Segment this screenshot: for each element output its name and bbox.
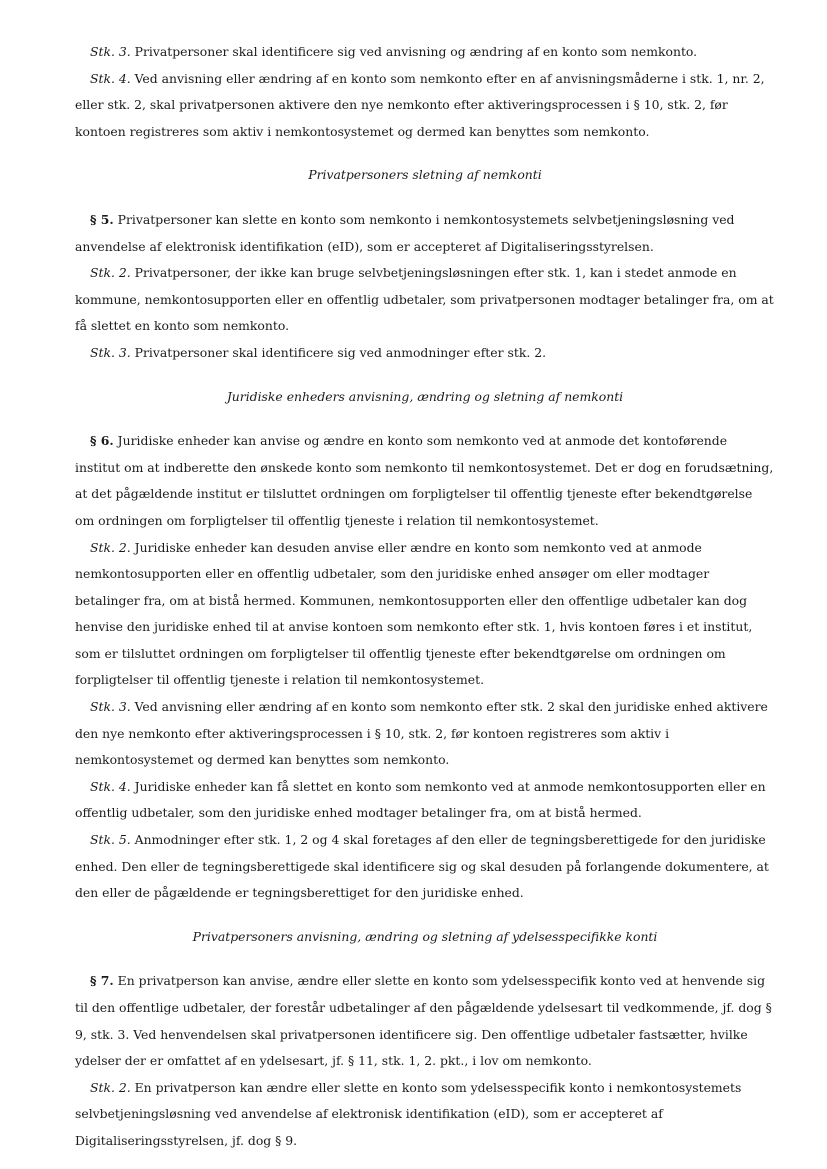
stk-paragraph <box>75 535 775 695</box>
stk-paragraph <box>75 39 775 66</box>
stk-paragraph <box>75 827 775 907</box>
stk-label: Stk. 4. <box>90 778 131 794</box>
paragraph-number: § 7. <box>90 973 114 989</box>
stk-paragraph <box>75 694 775 774</box>
stk-label: Stk. 5. <box>90 832 131 848</box>
section-heading: Juridiske enheders anvisning, ændring og sletning af nemkonti <box>226 388 624 404</box>
paragraph-number: § 5. <box>90 211 114 227</box>
section-paragraph <box>75 207 775 260</box>
stk-paragraph <box>75 260 775 340</box>
section-heading: Privatpersoners sletning af nemkonti <box>308 167 542 183</box>
paragraph-number: § 6. <box>90 433 114 449</box>
stk-label: Stk. 2. <box>90 265 131 281</box>
paragraph-text: Privatpersoner skal identificere sig ved anvisning og ændring af en konto som nemkonto. <box>130 44 698 59</box>
paragraph-text: En privatperson kan ændre eller slette en konto som ydelsesspecifik konto i nemkontosystemets selvbetjeningsløsning ved anvendelse af elektronisk identifikation (eID), som er accepteret af Digitaliseringsstyrelsen, jf. dog § 9. <box>75 1079 742 1148</box>
paragraph-text: Privatpersoner kan slette en konto som nemkonto i nemkontosystemets selvbetjeningsløsning ved anvendelse af elektronisk identifikation (eID), som er accepteret af Digitaliseringsstyrelsen. <box>75 211 735 254</box>
paragraph-text: Ved anvisning eller ændring af en konto som nemkonto efter stk. 2 skal den juridiske enhed aktivere den nye nemkonto efter aktiveringsprocessen i § 10, stk. 2, før kontoen registreres som aktiv i nemkontosystemet og dermed kan benyttes som nemkonto. <box>75 699 768 768</box>
stk-label: Stk. 2. <box>90 539 131 555</box>
paragraph-text: Ved anvisning eller ændring af en konto som nemkonto efter en af anvisningsmåderne i stk. 1, nr. 2, eller stk. 2, skal privatpersonen aktivere den nye nemkonto efter aktiveringsprocessen i § 10, stk. 2, før kontoen registreres som aktiv i nemkontosystemet og dermed kan benyttes som nemkonto. <box>75 70 765 139</box>
stk-label: Stk. 3. <box>90 699 131 715</box>
stk-paragraph <box>75 340 775 367</box>
paragraph-text: Privatpersoner, der ikke kan bruge selvbetjeningsløsningen efter stk. 1, kan i stedet anmode en kommune, nemkontosupporten eller en offentlig udbetaler, som privatpersonen modtager betalinger fra, om at få slettet en konto som nemkonto. <box>75 265 774 334</box>
paragraph-text: En privatperson kan anvise, ændre eller slette en konto som ydelsesspecifik konto ved at henvende sig til den offentlige udbetaler, der forestår udbetalinger af den pågældende ydelsesart til vedkommende, jf. dog § 9, stk. 3. Ved henvendelsen skal privatpersonen identificere sig. Den offentlige udbetaler fastsætter, hvilke ydelser der er omfattet af en ydelsesart, jf. § 11, stk. 1, 2. pkt., i lov om nemkonto. <box>75 973 772 1069</box>
paragraph-text: Juridiske enheder kan få slettet en konto som nemkonto ved at anmode nemkontosupporten eller en offentlig udbetaler, som den juridiske enhed modtager betalinger fra, om at bistå hermed. <box>75 778 766 821</box>
paragraph-text: Juridiske enheder kan desuden anvise eller ændre en konto som nemkonto ved at anmode nemkontosupporten eller en offentlig udbetaler, som den juridiske enhed ansøger om eller modtager betalinger fra, om at bistå hermed. Kommunen, nemkontosupporten eller den offentlige udbetaler kan dog henvise den juridiske enhed til at anvise kontoen som nemkonto efter stk. 1, hvis kontoen føres i et institut, som er tilsluttet ordningen om forpligtelser til offentlig tjeneste efter bekendtgørelse om ordningen om forpligtelser til offentlig tjeneste i relation til nemkontosystemet. <box>75 539 753 688</box>
section-paragraph <box>75 968 775 1074</box>
paragraph-text: Privatpersoner skal identificere sig ved anmodninger efter stk. 2. <box>130 344 547 360</box>
stk-label: Stk. 2. <box>90 1079 131 1095</box>
section-heading: Privatpersoners anvisning, ændring og sletning af ydelsesspecifikke konti <box>192 928 658 944</box>
stk-label: Stk. 3. <box>90 44 131 59</box>
paragraph-text: Juridiske enheder kan anvise og ændre en konto som nemkonto ved at anmode det kontoførende institut om at indberette den ønskede konto som nemkonto til nemkontosystemet. Det er dog en forudsætning, at det pågældende institut er tilsluttet ordningen om forpligtelser til offentlig tjeneste efter bekendtgørelse om ordningen om forpligtelser til offentlig tjeneste i relation til nemkontosystemet. <box>75 433 774 528</box>
stk-label: Stk. 4. <box>90 70 131 86</box>
paragraph-text: Anmodninger efter stk. 1, 2 og 4 skal foretages af den eller de tegningsberettigede for den juridiske enhed. Den eller de tegningsberettigede skal identificere sig og skal desuden på forlangende dokumentere, at den eller de pågældende er tegningsberettiget for den juridiske enhed. <box>75 832 769 901</box>
stk-paragraph <box>75 774 775 827</box>
section-paragraph <box>75 428 775 534</box>
stk-paragraph <box>75 1075 775 1155</box>
stk-label: Stk. 3. <box>90 344 131 360</box>
stk-paragraph <box>75 66 775 146</box>
